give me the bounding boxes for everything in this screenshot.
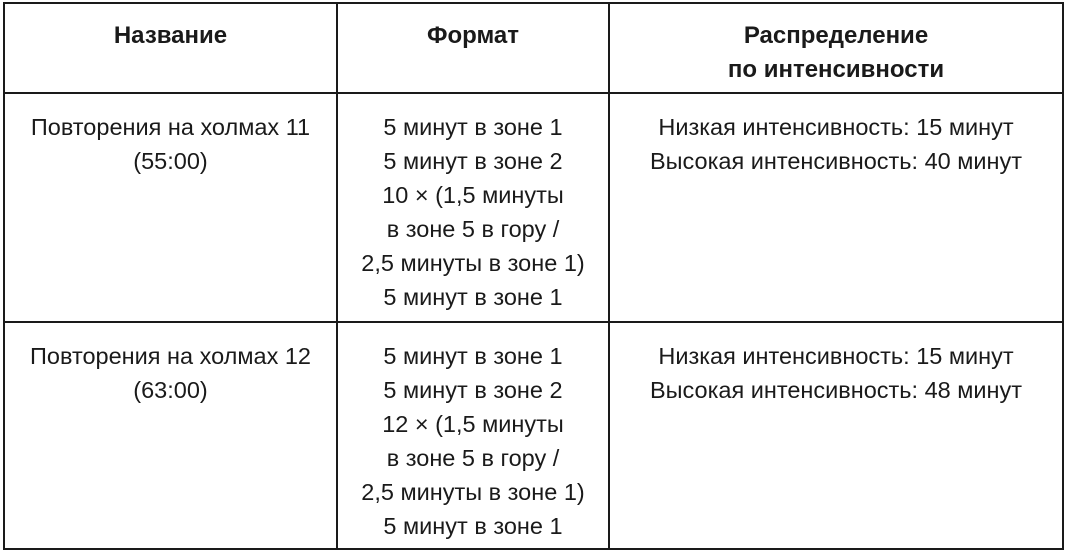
format-line: 10 × (1,5 минуты [382, 182, 564, 208]
cell-workout-format [337, 322, 609, 549]
header-distribution [609, 3, 1063, 93]
table-row [4, 93, 1063, 322]
table-row [4, 322, 1063, 549]
cell-workout-format [337, 93, 609, 322]
format-line: в зоне 5 в гору / [386, 445, 560, 471]
header-distribution-line-1: Распределение [743, 22, 929, 49]
header-name [4, 3, 337, 93]
workout-duration: (63:00) [133, 377, 208, 403]
cell-workout-name [4, 93, 337, 322]
cell-intensity-distribution [609, 322, 1063, 549]
table-header-row [4, 3, 1063, 93]
format-line: 2,5 минуты в зоне 1) [361, 250, 585, 276]
header-name-text: Название [113, 22, 228, 49]
format-line: 12 × (1,5 минуты [382, 411, 564, 437]
format-line: в зоне 5 в гору / [386, 216, 560, 242]
workout-title: Повторения на холмах 11 [30, 114, 311, 140]
low-intensity: Низкая интенсивность: 15 минут [658, 114, 1014, 140]
format-line: 5 минут в зоне 1 [383, 513, 563, 539]
header-format [337, 3, 609, 93]
format-line: 5 минут в зоне 1 [383, 284, 563, 310]
format-line: 5 минут в зоне 1 [383, 343, 563, 369]
format-line: 2,5 минуты в зоне 1) [361, 479, 585, 505]
high-intensity: Высокая интенсивность: 48 минут [649, 377, 1023, 403]
header-format-text: Формат [426, 22, 520, 49]
format-line: 5 минут в зоне 2 [383, 377, 563, 403]
format-line: 5 минут в зоне 2 [383, 148, 563, 174]
cell-workout-name [4, 322, 337, 549]
high-intensity: Высокая интенсивность: 40 минут [649, 148, 1023, 174]
workout-duration: (55:00) [133, 148, 208, 174]
format-line: 5 минут в зоне 1 [383, 114, 563, 140]
workout-table [3, 2, 1064, 550]
workout-title: Повторения на холмах 12 [30, 343, 311, 369]
header-distribution-line-2: по интенсивности [727, 56, 945, 83]
cell-intensity-distribution [609, 93, 1063, 322]
low-intensity: Низкая интенсивность: 15 минут [658, 343, 1014, 369]
